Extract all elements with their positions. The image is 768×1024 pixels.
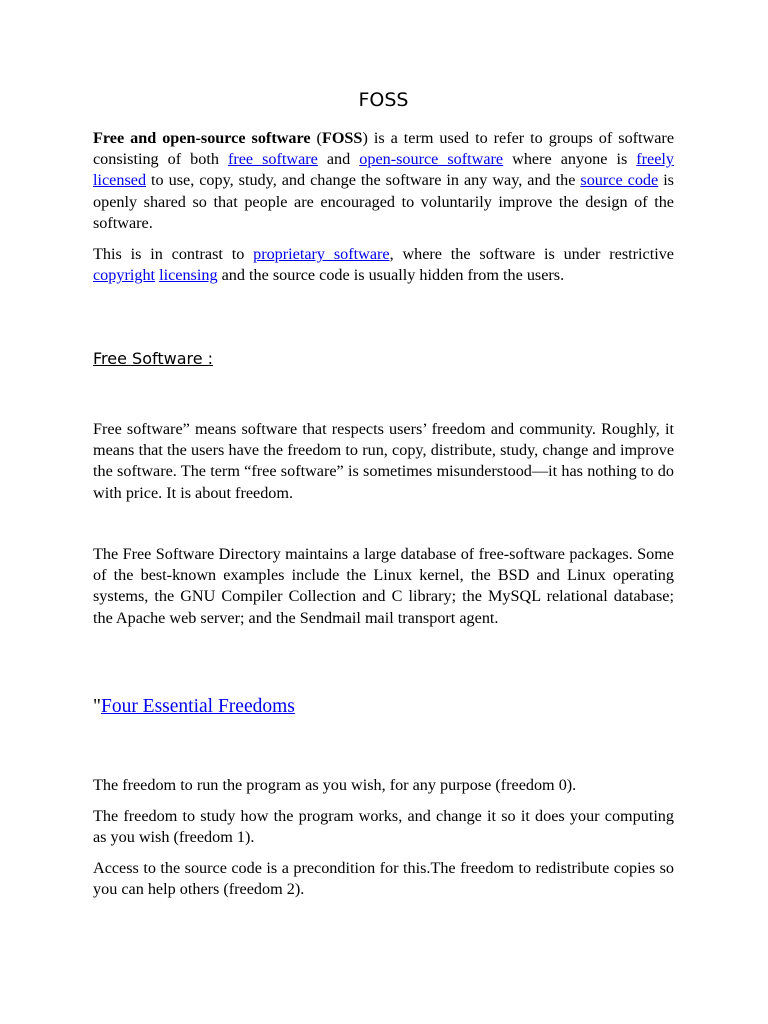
four-freedoms-heading [93, 696, 295, 718]
link-proprietary-software[interactable]: proprietary software [253, 245, 390, 263]
freedom-1-paragraph: The freedom to study how the program works, and change it so it does your computing as you wish (freedom 1). [93, 807, 674, 847]
intro-text-3: where anyone is [503, 150, 637, 169]
intro-text-4: to use, copy, study, and change the software in any way, and the [146, 171, 581, 190]
intro-text-1: ) is a term used to refer to groups of software consisting of both [93, 129, 674, 169]
free-software-heading: Free Software : [93, 349, 214, 368]
contrast-paragraph [93, 244, 674, 286]
freedoms-quote: " [93, 696, 101, 717]
page-title: FOSS [358, 89, 409, 111]
freedom-0-paragraph: The freedom to run the program as you wish, for any purpose (freedom 0). [93, 776, 577, 794]
link-copyright[interactable]: copyright [93, 266, 156, 285]
link-four-essential-freedoms[interactable]: Four Essential Freedoms [100, 696, 295, 717]
freedom-2-paragraph: Access to the source code is a precondition for this.The freedom to redistribute copies so you can help others (freedom 2). [93, 859, 674, 899]
link-free-software[interactable]: free software [227, 150, 318, 169]
link-source-code[interactable]: source code [580, 171, 659, 190]
link-freely-licensed[interactable]: freely licensed [93, 150, 675, 190]
intro-bold-term: Free and open-source software [93, 129, 311, 147]
intro-open-paren: ( [310, 129, 322, 147]
directory-paragraph: The Free Software Directory maintains a large database of free-software packages. Some of the best-known examples include the Linux kernel, the BSD and Linux operating systems, the GNU Compiler Collection and C library; the MySQL relational database; the Apache web server; and the Sendmail mail transport agent. [93, 545, 674, 627]
contrast-text-2: , where the software is under restrictive [389, 245, 674, 263]
link-open-source-software[interactable]: open-source software [359, 150, 504, 169]
free-software-paragraph: Free software” means software that respects users’ freedom and community. Roughly, it means that the users have the freedom to run, copy, distribute, study, change and improve the software. The term “free software” is sometimes misunderstood—it has nothing to do with price. It is about freedom. [93, 420, 674, 502]
contrast-text-1: This is in contrast to [93, 245, 254, 263]
contrast-text-3: and the source code is usually hidden from the users. [217, 266, 565, 285]
intro-text-5: is openly shared so that people are encouraged to voluntarily improve the design of the software. [93, 171, 674, 232]
intro-paragraph [93, 128, 674, 234]
intro-abbr: FOSS [321, 129, 363, 147]
intro-text-2: and [317, 150, 360, 169]
link-licensing[interactable]: licensing [159, 266, 218, 285]
